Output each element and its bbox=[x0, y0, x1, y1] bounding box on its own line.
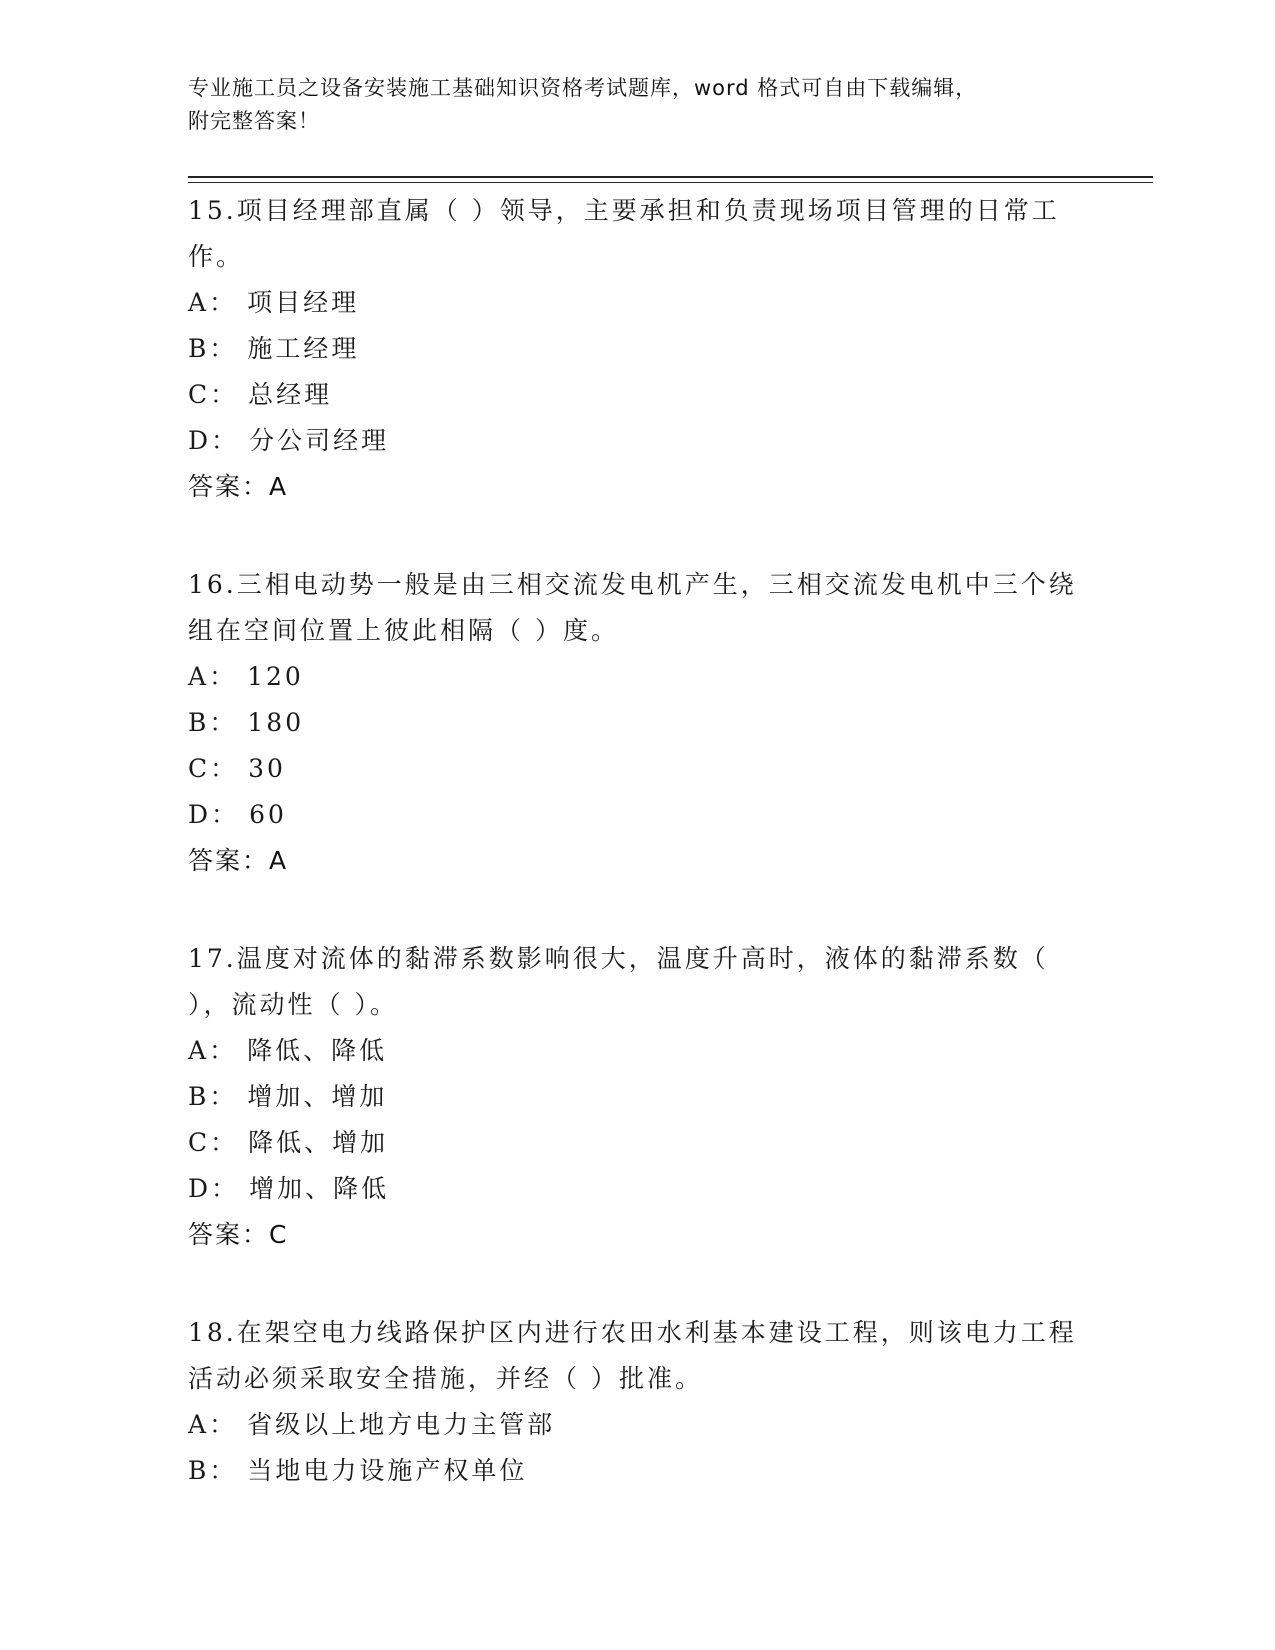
answer-line bbox=[188, 838, 1088, 884]
option-text: 60 bbox=[249, 800, 287, 829]
answer-value: A bbox=[269, 472, 289, 501]
answer-option bbox=[188, 792, 1088, 838]
question-block bbox=[188, 1310, 1088, 1494]
option-text: 省级以上地方电力主管部 bbox=[247, 1410, 556, 1439]
option-letter: A bbox=[188, 288, 210, 317]
option-separator: ： bbox=[209, 1036, 238, 1065]
question-text: 15.项目经理部直属（ ）领导，主要承担和负责现场项目管理的日常工作。 bbox=[188, 196, 1060, 271]
header-rule-thick bbox=[188, 176, 1153, 178]
option-text: 增加、降低 bbox=[249, 1174, 390, 1203]
header-line-1: 专业施工员之设备安装施工基础知识资格考试题库，word 格式可自由下载编辑， bbox=[188, 76, 978, 100]
option-text: 120 bbox=[247, 662, 304, 691]
option-letter: B bbox=[188, 1082, 210, 1111]
question-block bbox=[188, 562, 1088, 884]
answer-option bbox=[188, 1448, 1088, 1494]
option-separator: ： bbox=[210, 1128, 239, 1157]
option-text: 施工经理 bbox=[247, 334, 360, 363]
option-text: 当地电力设施产权单位 bbox=[247, 1456, 528, 1485]
option-letter: C bbox=[188, 1128, 211, 1157]
answer-option bbox=[188, 1402, 1088, 1448]
question-text: 18.在架空电力线路保护区内进行农田水利基本建设工程，则该电力工程活动必须采取安全措施，并经（ ）批准。 bbox=[188, 1318, 1077, 1393]
answer-option bbox=[188, 746, 1088, 792]
option-separator: ： bbox=[209, 708, 238, 737]
option-separator: ： bbox=[209, 334, 238, 363]
option-separator: ： bbox=[209, 1456, 238, 1485]
option-letter: B bbox=[188, 334, 210, 363]
header-line-2: 附完整答案！ bbox=[188, 109, 320, 133]
option-letter: C bbox=[188, 754, 211, 783]
answer-label: 答案： bbox=[188, 1220, 270, 1249]
option-letter: B bbox=[188, 1456, 210, 1485]
option-separator: ： bbox=[211, 1174, 240, 1203]
answer-label: 答案： bbox=[188, 846, 270, 875]
option-text: 30 bbox=[248, 754, 286, 783]
option-separator: ： bbox=[209, 1410, 238, 1439]
answer-line bbox=[188, 1212, 1088, 1258]
answer-option bbox=[188, 654, 1088, 700]
option-separator: ： bbox=[210, 754, 239, 783]
option-letter: B bbox=[188, 708, 210, 737]
question-block bbox=[188, 936, 1088, 1258]
answer-option bbox=[188, 280, 1088, 326]
question-block bbox=[188, 188, 1088, 510]
option-text: 增加、增加 bbox=[247, 1082, 388, 1111]
option-text: 降低、增加 bbox=[248, 1128, 389, 1157]
option-letter: A bbox=[188, 1036, 210, 1065]
answer-option bbox=[188, 1028, 1088, 1074]
header-rule-thin bbox=[188, 182, 1153, 183]
answer-option bbox=[188, 1074, 1088, 1120]
option-text: 降低、降低 bbox=[247, 1036, 388, 1065]
option-separator: ： bbox=[209, 1082, 238, 1111]
answer-line bbox=[188, 464, 1088, 510]
answer-label: 答案： bbox=[188, 472, 270, 501]
answer-option bbox=[188, 700, 1088, 746]
question-text: 16.三相电动势一般是由三相交流发电机产生，三相交流发电机中三个绕组在空间位置上彼此相隔（ ）度。 bbox=[188, 570, 1077, 645]
option-letter: D bbox=[188, 426, 212, 455]
answer-value: A bbox=[269, 846, 289, 875]
option-letter: A bbox=[188, 662, 210, 691]
option-separator: ： bbox=[211, 426, 240, 455]
answer-option bbox=[188, 1166, 1088, 1212]
option-letter: C bbox=[188, 380, 211, 409]
question-list bbox=[188, 188, 1088, 1546]
answer-option bbox=[188, 1120, 1088, 1166]
option-text: 项目经理 bbox=[247, 288, 360, 317]
option-letter: A bbox=[188, 1410, 210, 1439]
option-separator: ： bbox=[210, 380, 239, 409]
option-text: 180 bbox=[247, 708, 305, 737]
answer-option bbox=[188, 326, 1088, 372]
option-text: 分公司经理 bbox=[249, 426, 390, 455]
answer-option bbox=[188, 418, 1088, 464]
option-letter: D bbox=[188, 800, 212, 829]
document-header bbox=[188, 72, 1068, 138]
option-text: 总经理 bbox=[248, 380, 333, 409]
option-letter: D bbox=[188, 1174, 212, 1203]
answer-value: C bbox=[269, 1220, 289, 1249]
option-separator: ： bbox=[211, 800, 240, 829]
option-separator: ： bbox=[209, 662, 238, 691]
answer-option bbox=[188, 372, 1088, 418]
question-text: 17.温度对流体的黏滞系数影响很大，温度升高时，液体的黏滞系数（ ），流动性（ ）。 bbox=[188, 944, 1049, 1019]
option-separator: ： bbox=[209, 288, 238, 317]
